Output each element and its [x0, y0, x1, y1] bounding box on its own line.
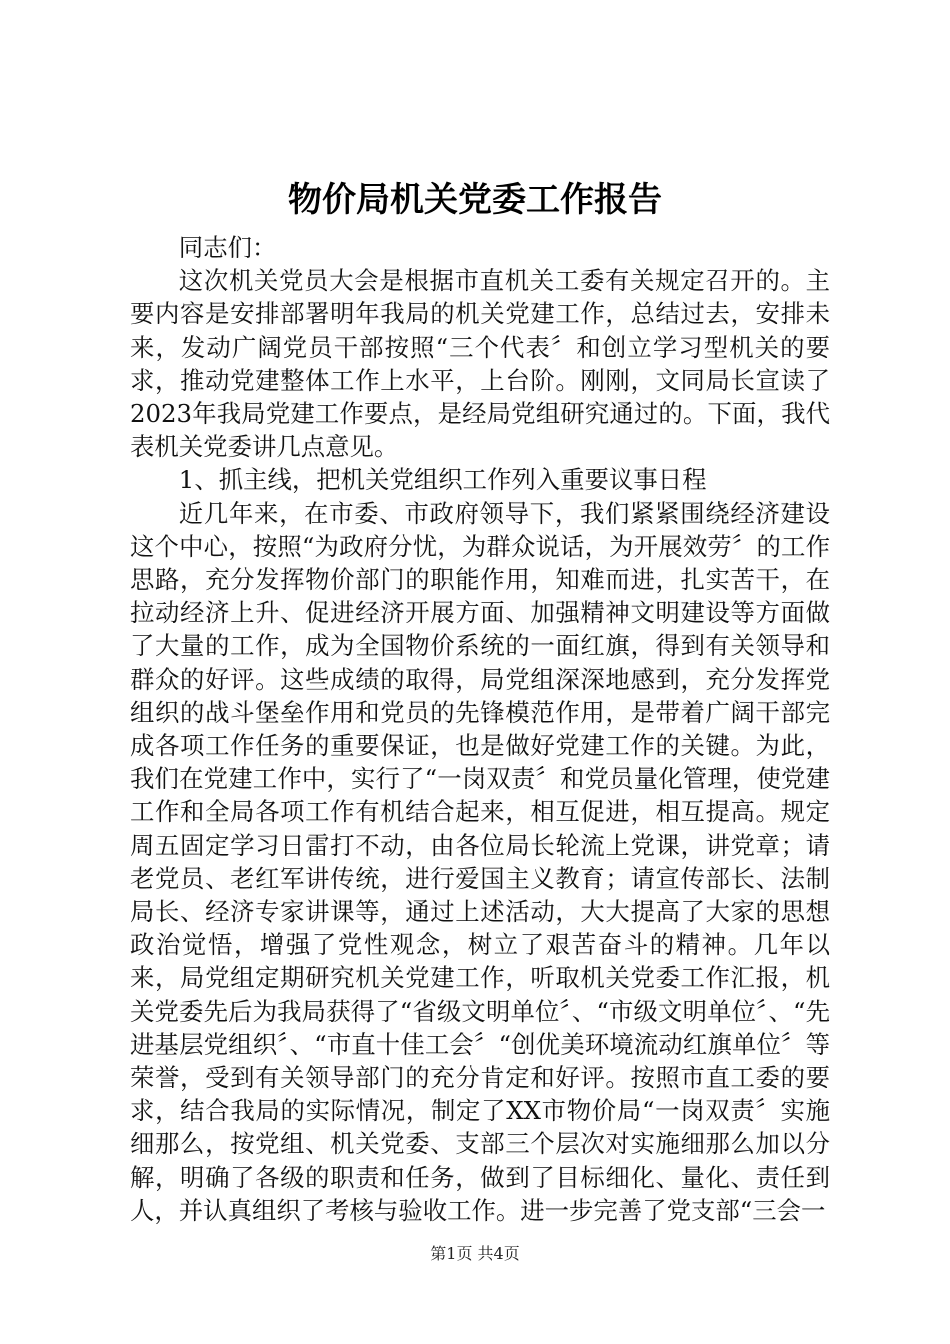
paragraph-section-1: 近几年来，在市委、市政府领导下，我们紧紧围绕经济建设这个中心，按照“为政府分忧，为群众说话，为开展效劳〞的工作思路，充分发挥物价部门的职能作用，知难而进，扎实苦干，在拉动经济上升、促进经济开展方面、加强精神文明建设等方面做了大量的工作，成为全国物价系统的一面红旗，得到有关领导和群众的好评。这些成绩的取得，局党组深深地感到，充分发挥党组织的战斗堡垒作用和党员的先锋模范作用，是带着广阔干部完成各项工作任务的重要保证，也是做好党建工作的关键。为此，我们在党建工作中，实行了“一岗双责〞和党员量化管理，使党建工作和全局各项工作有机结合起来，相互促进，相互提高。规定周五固定学习日雷打不动，由各位局长轮流上党课，讲党章；请老党员、老红军讲传统，进行爱国主义教育；请宣传部长、法制局长、经济专家讲课等，通过上述活动，大大提高了大家的思想政治觉悟，增强了党性观念，树立了艰苦奋斗的精神。几年以来，局党组定期研究机关党建工作，听取机关党委工作汇报，机关党委先后为我局获得了“省级文明单位〞、“市级文明单位〞、“先进基层党组织〞、“市直十佳工会〞“创优美环境流动红旗单位〞等荣誉，受到有关领导部门的充分肯定和好评。按照市直工委的要求，结合我局的实际情况，制定了XX市物价局“一岗双责〞实施细那么，按党组、机关党委、支部三个层次对实施细那么加以分解，明确了各级的职责和任务，做到了目标细化、量化、责任到人，并认真组织了考核与验收工作。进一步完善了党支部“三会一 [130, 498, 830, 1225]
page-number-footer: 第1页 共4页 [430, 1244, 520, 1263]
salutation: 同志们： [178, 233, 277, 262]
document-title: 物价局机关党委工作报告 [288, 180, 662, 220]
paragraph-intro: 这次机关党员大会是根据市直机关工委有关规定召开的。主要内容是安排部署明年我局的机关党建工作，总结过去，安排未来，发动广阔党员干部按照“三个代表〞和创立学习型机关的要求，推动党建整体工作上水平，上台阶。刚刚，文同局长宣读了2023年我局党建工作要点，是经局党组研究通过的。下面，我代表机关党委讲几点意见。 [130, 266, 830, 462]
document-body [130, 231, 830, 1227]
section-heading-1: 1、抓主线，把机关党组织工作列入重要议事日程 [178, 465, 707, 495]
